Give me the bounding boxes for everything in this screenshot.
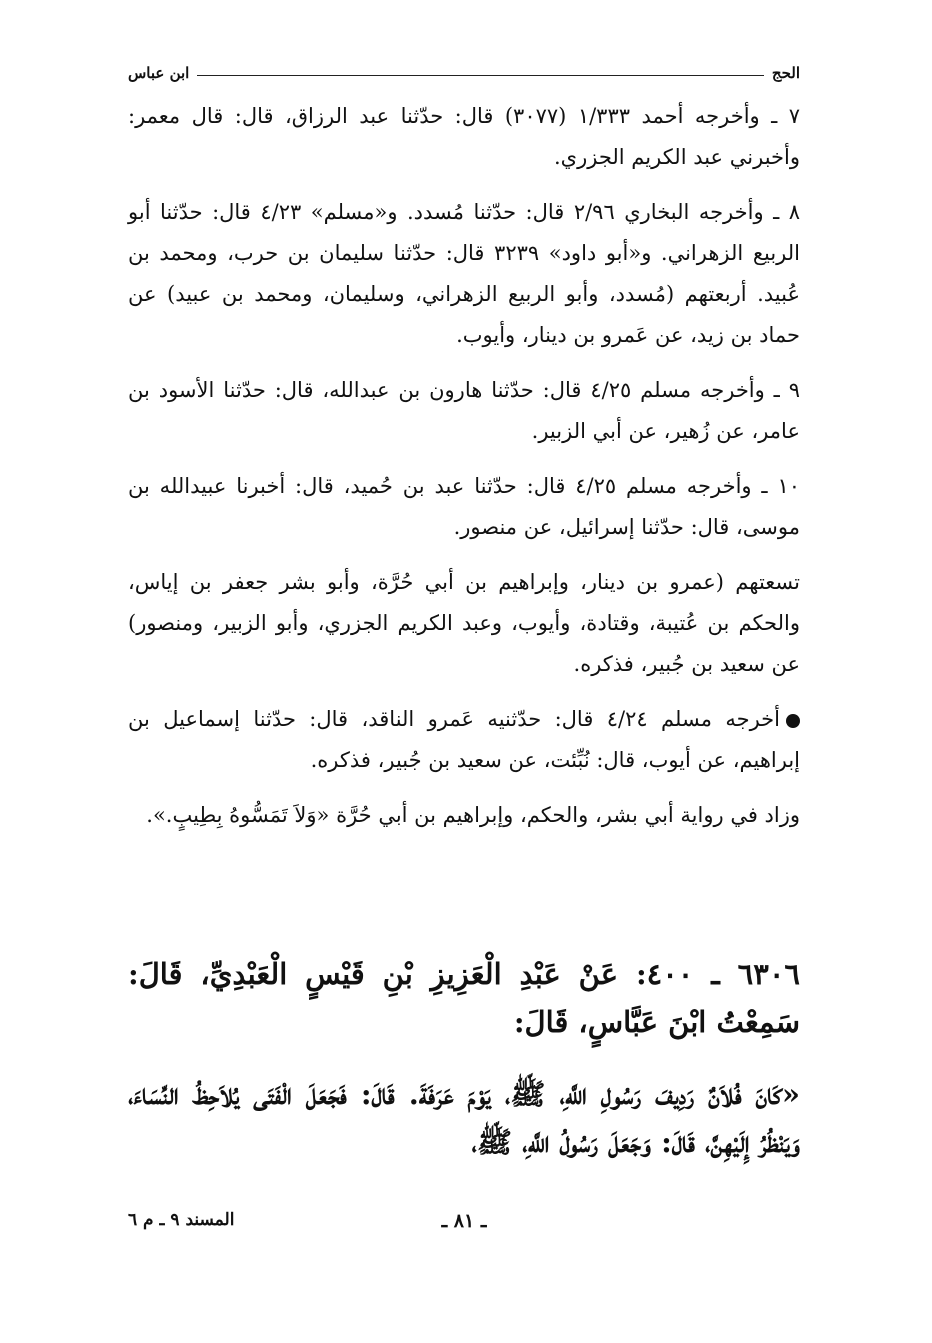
hadith-matn: «كَانَ فُلاَنٌ رَدِيفَ رَسُولِ اللَّهِ، ﷺ، يَوْمَ عَرَفَةَ. قَالَ: فَجَعَلَ الْفَتَى يُلاَحِظُ النِّسَاءَ، وَيَنْظُرُ إِلَيْهِنَّ، قَالَ: وَجَعَلَ رَسُولُ اللَّهِ، ﷺ، <box>128 1077 800 1159</box>
header-rule <box>197 75 764 76</box>
signature-mark: المسند ٩ ـ م ٦ <box>128 1210 235 1230</box>
note-text: أخرجه مسلم ٤/٢٤ قال: حدّثنيه عَمرو الناقد، قال: حدّثنا إسماعيل بن إبراهيم، عن أيوب، قال: نُبِّئت، عن سعيد بن جُبير، فذكره. <box>128 707 800 772</box>
header-narrator: ابن عباس <box>128 64 190 82</box>
hadith-isnad: ٦٣٠٦ ـ ٤٠٠: عَنْ عَبْدِ الْعَزِيزِ بْنِ قَيْسٍ الْعَبْدِيِّ، قَالَ: سَمِعْتُ ابْنَ عَبَّاسٍ، قَالَ: <box>128 957 800 1039</box>
bullet-icon <box>786 714 800 728</box>
hadith-block <box>128 950 800 1190</box>
note-paragraph: وزاد في رواية أبي بشر، والحكم، وإبراهيم بن أبي حُرَّة «وَلاَ تَمَسُّوهُ بِطِيبٍ.». <box>146 803 800 827</box>
header-chapter: الحج <box>771 64 800 82</box>
note-paragraph: ٨ ـ وأخرجه البخاري ٢/٩٦ قال: حدّثنا مُسدد. و«مسلم» ٤/٢٣ قال: حدّثنا أبو الربيع الزهراني. و«أبو داود» ٣٢٣٩ قال: حدّثنا سليمان بن حرب، ومحمد بن عُبيد. أربعتهم (مُسدد، وأبو الربيع الزهراني، وسليمان، ومحمد بن عبيد) عن حماد بن زيد، عن عَمرو بن دينار، وأيوب. <box>128 200 801 347</box>
note-paragraph: ٩ ـ وأخرجه مسلم ٤/٢٥ قال: حدّثنا هارون بن عبدالله، قال: حدّثنا الأسود بن عامر، عن زُهير، عن أبي الزبير. <box>128 378 801 443</box>
note-paragraph: ١٠ ـ وأخرجه مسلم ٤/٢٥ قال: حدّثنا عبد بن حُميد، قال: أخبرنا عبيدالله بن موسى، قال: حدّثنا إسرائيل، عن منصور. <box>128 474 800 539</box>
running-header <box>128 62 800 84</box>
note-paragraph: تسعتهم (عمرو بن دينار، وإبراهيم بن أبي حُرَّة، وأبو بشر جعفر بن إياس، والحكم بن عُتيبة، وقتادة، وأيوب، وعبد الكريم الجزري، وأبو الزبير، ومنصور) عن سعيد بن جُبير، فذكره. <box>128 570 800 676</box>
page-number: ـ ٨١ ـ <box>441 1210 487 1232</box>
note-paragraph-bulleted <box>128 699 800 781</box>
page-footer <box>128 1210 800 1240</box>
note-paragraph: ٧ ـ وأخرجه أحمد ١/٣٣٣ (٣٠٧٧) قال: حدّثنا عبد الرزاق، قال: قال معمر: وأخبرني عبد الكريم الجزري. <box>128 104 800 169</box>
takhrij-notes <box>128 96 800 850</box>
